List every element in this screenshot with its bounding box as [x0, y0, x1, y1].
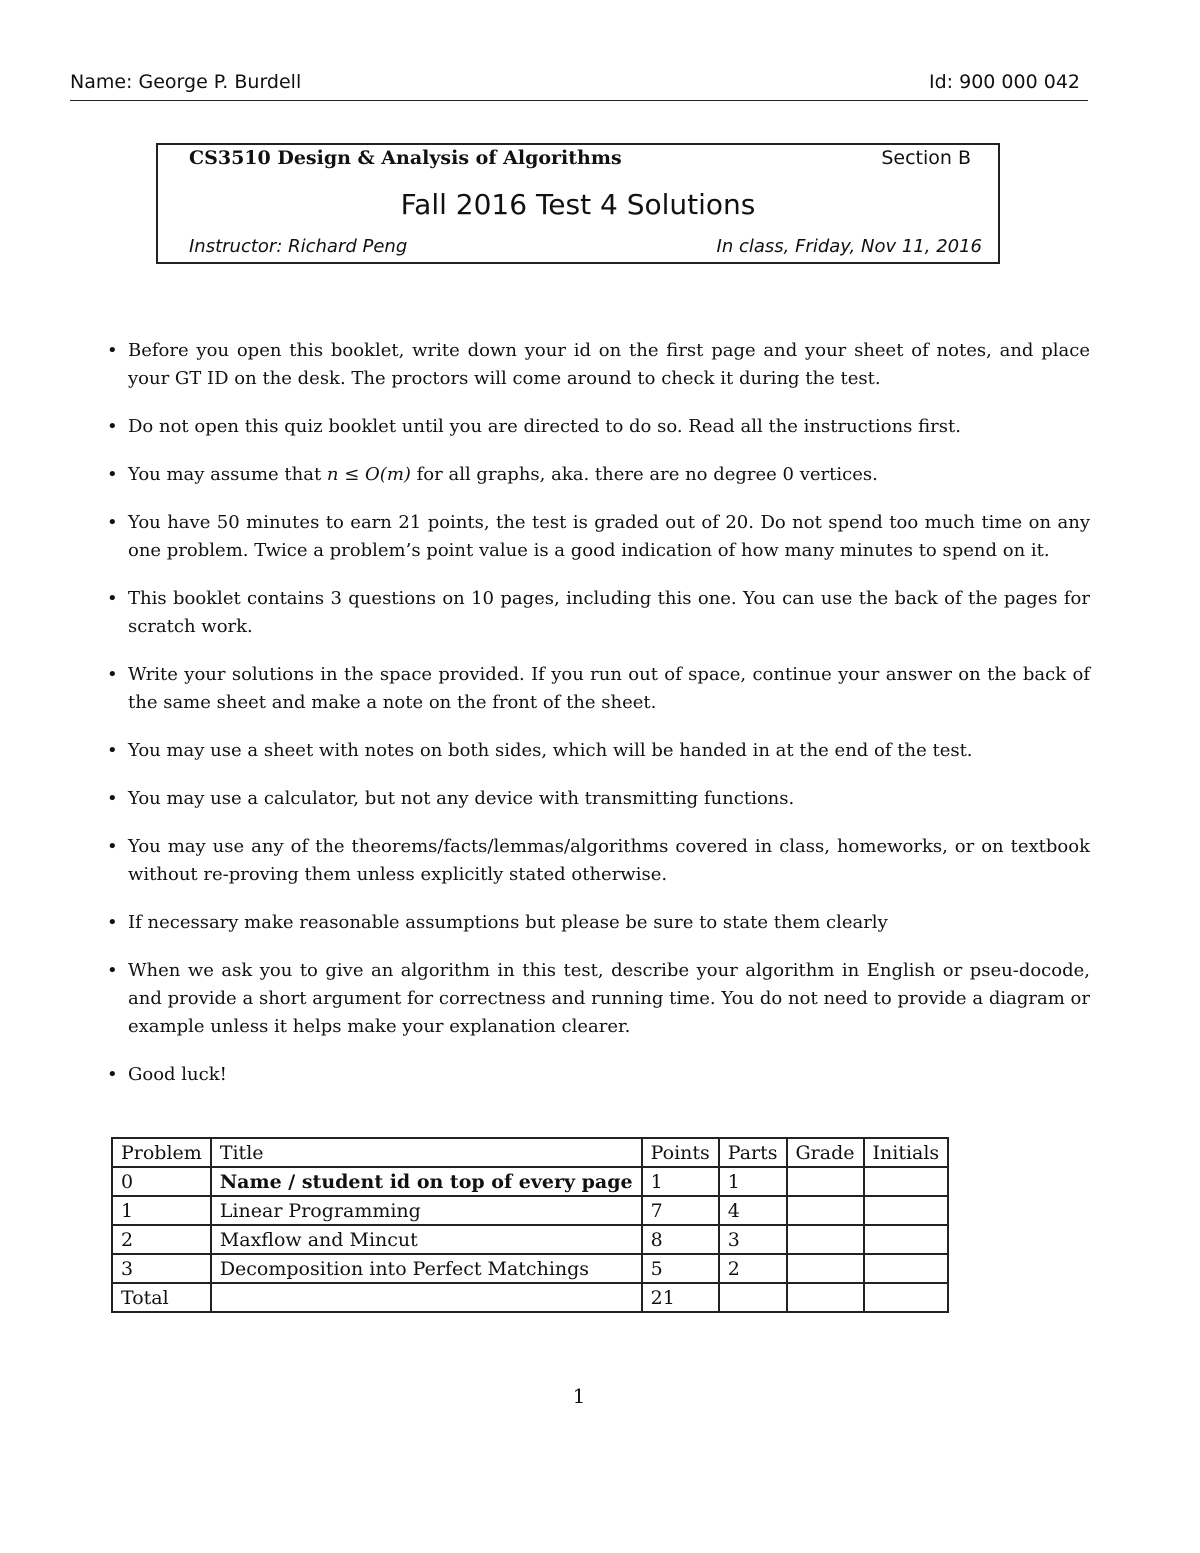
cell-parts: 2	[719, 1254, 787, 1283]
cell-title: Decomposition into Perfect Matchings	[211, 1254, 642, 1283]
header-parts: Parts	[719, 1138, 787, 1167]
table-row	[112, 1167, 948, 1196]
bullet-icon: •	[107, 836, 118, 857]
instruction-item: • Before you open this booklet, write down your id on the first page and your sheet of notes, and place your GT ID on the desk. The proctors will come around to check it during the test.	[108, 337, 1090, 393]
instruction-item: • Good luck!	[108, 1061, 1090, 1089]
cell-points: 8	[642, 1225, 719, 1254]
table-row	[112, 1196, 948, 1225]
date-line: In class, Friday, Nov 11, 2016	[716, 236, 982, 257]
instruction-item: • When we ask you to give an algorithm in this test, describe your algorithm in English or pseu-docode, and provide a short argument for correctness and running time. You do not need to provide a diagram or example unless it helps make your explanation clearer.	[108, 957, 1090, 1041]
cell-initials	[864, 1196, 949, 1225]
table-total-row	[112, 1283, 948, 1312]
bullet-icon: •	[107, 960, 118, 981]
instruction-item: • You may use a calculator, but not any device with transmitting functions.	[108, 785, 1090, 813]
header-initials: Initials	[864, 1138, 949, 1167]
cell-grade	[787, 1283, 864, 1312]
cell-points: 5	[642, 1254, 719, 1283]
cell-title: Linear Programming	[211, 1196, 642, 1225]
cell-points: 1	[642, 1167, 719, 1196]
header-title: Title	[211, 1138, 642, 1167]
score-table	[111, 1137, 949, 1313]
bullet-icon: •	[107, 788, 118, 809]
cell-grade	[787, 1196, 864, 1225]
bullet-icon: •	[107, 1064, 118, 1085]
cell-initials	[864, 1283, 949, 1312]
cell-grade	[787, 1167, 864, 1196]
cell-points: 21	[642, 1283, 719, 1312]
header-problem: Problem	[112, 1138, 211, 1167]
math-expression: n ≤ O(m)	[326, 464, 411, 485]
student-name: Name: George P. Burdell	[70, 71, 302, 93]
header-grade: Grade	[787, 1138, 864, 1167]
table-row	[112, 1225, 948, 1254]
cell-problem: 3	[112, 1254, 211, 1283]
section-label: Section B	[881, 147, 971, 169]
bullet-icon: •	[107, 664, 118, 685]
bullet-icon: •	[107, 512, 118, 533]
bullet-icon: •	[107, 464, 118, 485]
instruction-item: • You may assume that n ≤ O(m) for all graphs, aka. there are no degree 0 vertices.	[108, 461, 1090, 489]
cell-grade	[787, 1254, 864, 1283]
instructor-line: Instructor: Richard Peng	[189, 236, 408, 257]
cell-title: Maxflow and Mincut	[211, 1225, 642, 1254]
cell-points: 7	[642, 1196, 719, 1225]
instruction-item: • This booklet contains 3 questions on 10 pages, including this one. You can use the back of the pages for scratch work.	[108, 585, 1090, 641]
instruction-item: • If necessary make reasonable assumptions but please be sure to state them clearly	[108, 909, 1090, 937]
cell-initials	[864, 1167, 949, 1196]
cell-parts: 4	[719, 1196, 787, 1225]
cell-initials	[864, 1254, 949, 1283]
student-id: Id: 900 000 042	[929, 71, 1080, 93]
running-header	[70, 70, 1088, 101]
table-header-row	[112, 1138, 948, 1167]
instruction-item: • You have 50 minutes to earn 21 points, the test is graded out of 20. Do not spend too much time on any one problem. Twice a problem’s point value is a good indication of how many minutes to spend on it.	[108, 509, 1090, 565]
cell-parts: 3	[719, 1225, 787, 1254]
cell-problem: 0	[112, 1167, 211, 1196]
bullet-icon: •	[107, 588, 118, 609]
cell-problem: Total	[112, 1283, 211, 1312]
course-title: CS3510 Design & Analysis of Algorithms	[189, 147, 622, 169]
cell-title: Name / student id on top of every page	[211, 1167, 642, 1196]
cell-grade	[787, 1225, 864, 1254]
table-row	[112, 1254, 948, 1283]
instruction-item: • You may use any of the theorems/facts/lemmas/algorithms covered in class, homeworks, or on textbook without re-proving them unless explicitly stated otherwise.	[108, 833, 1090, 889]
cell-title	[211, 1283, 642, 1312]
cell-problem: 2	[112, 1225, 211, 1254]
bullet-icon: •	[107, 416, 118, 437]
cell-problem: 1	[112, 1196, 211, 1225]
bullet-icon: •	[107, 340, 118, 361]
cell-initials	[864, 1225, 949, 1254]
title-box	[156, 143, 1000, 264]
test-title: Fall 2016 Test 4 Solutions	[400, 188, 756, 221]
cell-parts	[719, 1283, 787, 1312]
bullet-icon: •	[107, 912, 118, 933]
instructions-list	[108, 337, 1090, 1109]
cell-parts: 1	[719, 1167, 787, 1196]
header-points: Points	[642, 1138, 719, 1167]
page-number: 1	[572, 1384, 586, 1408]
instruction-item: • Do not open this quiz booklet until you are directed to do so. Read all the instructions first.	[108, 413, 1090, 441]
instruction-item: • You may use a sheet with notes on both sides, which will be handed in at the end of the test.	[108, 737, 1090, 765]
instruction-item: • Write your solutions in the space provided. If you run out of space, continue your answer on the back of the same sheet and make a note on the front of the sheet.	[108, 661, 1090, 717]
bullet-icon: •	[107, 740, 118, 761]
